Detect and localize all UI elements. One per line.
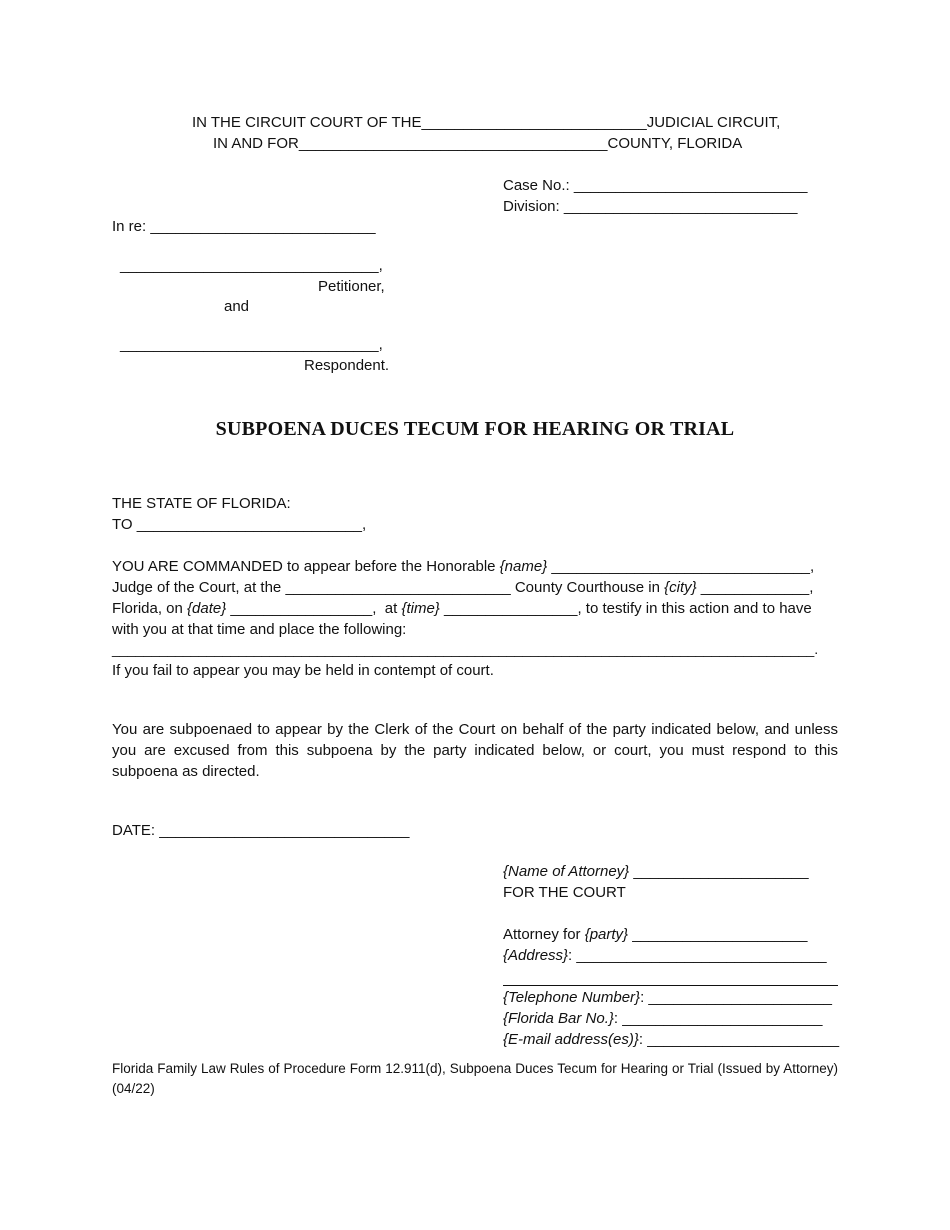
command-line-3: Florida, on {date} _________________, at {time} ________________, to testify in this action and to have xyxy=(112,600,812,617)
name-placeholder: {name} xyxy=(499,558,548,575)
command-line-1: YOU ARE COMMANDED to appear before the Honorable {name} _______________________________, xyxy=(112,558,815,575)
state-of-florida-label: THE STATE OF FLORIDA: xyxy=(112,495,291,512)
for-the-court-label: FOR THE COURT xyxy=(503,884,626,901)
bar-number-placeholder: {Florida Bar No.} xyxy=(503,1010,614,1027)
petitioner-name-field[interactable]: _______________________________, xyxy=(120,257,383,274)
court-header-line-1: IN THE CIRCUIT COURT OF THE___________________________JUDICIAL CIRCUIT, xyxy=(192,114,781,131)
telephone-placeholder: {Telephone Number} xyxy=(503,989,641,1006)
email-line xyxy=(503,1030,839,1050)
respondent-name-field[interactable]: _______________________________, xyxy=(120,336,383,353)
address-field[interactable]: : ______________________________ xyxy=(568,947,827,964)
email-field[interactable]: : _______________________ xyxy=(638,1031,840,1048)
division-field[interactable]: Division: ____________________________ xyxy=(503,198,798,215)
command-line-4: with you at that time and place the following: xyxy=(112,621,407,638)
attorney-name-line xyxy=(503,862,809,882)
items-to-bring-field[interactable]: _________________________________________________________________________________________. xyxy=(112,642,819,658)
address-second-line[interactable] xyxy=(503,985,838,986)
party-field[interactable]: _____________________ xyxy=(628,926,808,943)
petitioner-label: Petitioner, xyxy=(318,278,385,295)
contempt-warning: If you fail to appear you may be held in contempt of court. xyxy=(112,662,494,679)
email-placeholder: {E-mail address(es)} xyxy=(503,1031,639,1048)
case-number-field[interactable]: Case No.: ____________________________ xyxy=(503,177,808,194)
bar-number-field[interactable]: : ________________________ xyxy=(613,1010,823,1027)
date-placeholder: {date} xyxy=(187,600,227,617)
subpoena-notice-paragraph: You are subpoenaed to appear by the Clerk of the Court on behalf of the party indicated below, and unless you are excused from this subpoena by the party indicated below, or court, you must respond to this subpoena as directed. xyxy=(112,721,838,780)
attorney-for-line: Attorney for {party} _____________________ xyxy=(503,926,808,943)
address-line xyxy=(503,946,827,966)
respondent-label: Respondent. xyxy=(304,357,390,374)
and-label: and xyxy=(224,298,250,315)
time-placeholder: {time} xyxy=(401,600,440,617)
in-re-field[interactable]: In re: ___________________________ xyxy=(112,218,376,235)
date-field[interactable]: DATE: ______________________________ xyxy=(112,822,410,839)
city-field[interactable]: _____________, xyxy=(696,579,814,596)
telephone-field[interactable]: : ______________________ xyxy=(640,989,832,1006)
document-title: SUBPOENA DUCES TECUM FOR HEARING OR TRIAL xyxy=(215,418,735,440)
to-field[interactable]: TO ___________________________, xyxy=(112,516,367,533)
telephone-line xyxy=(503,988,832,1008)
attorney-name-field[interactable]: _____________________ xyxy=(629,863,809,880)
court-header-line-2: IN AND FOR_____________________________________COUNTY, FLORIDA xyxy=(213,135,743,152)
address-placeholder: {Address} xyxy=(503,947,569,964)
party-placeholder: {party} xyxy=(584,926,629,943)
bar-number-line xyxy=(503,1009,822,1029)
form-footer: Florida Family Law Rules of Procedure Form 12.911(d), Subpoena Duces Tecum for Hearing or Trial (Issued by Attorney) (04/22) xyxy=(112,1061,838,1096)
city-placeholder: {city} xyxy=(664,579,697,596)
judge-name-field[interactable]: _______________________________, xyxy=(547,558,815,575)
attorney-name-placeholder: {Name of Attorney} xyxy=(503,863,630,880)
command-line-2: Judge of the Court, at the ___________________________ County Courthouse in {city} _____________, xyxy=(112,579,814,596)
